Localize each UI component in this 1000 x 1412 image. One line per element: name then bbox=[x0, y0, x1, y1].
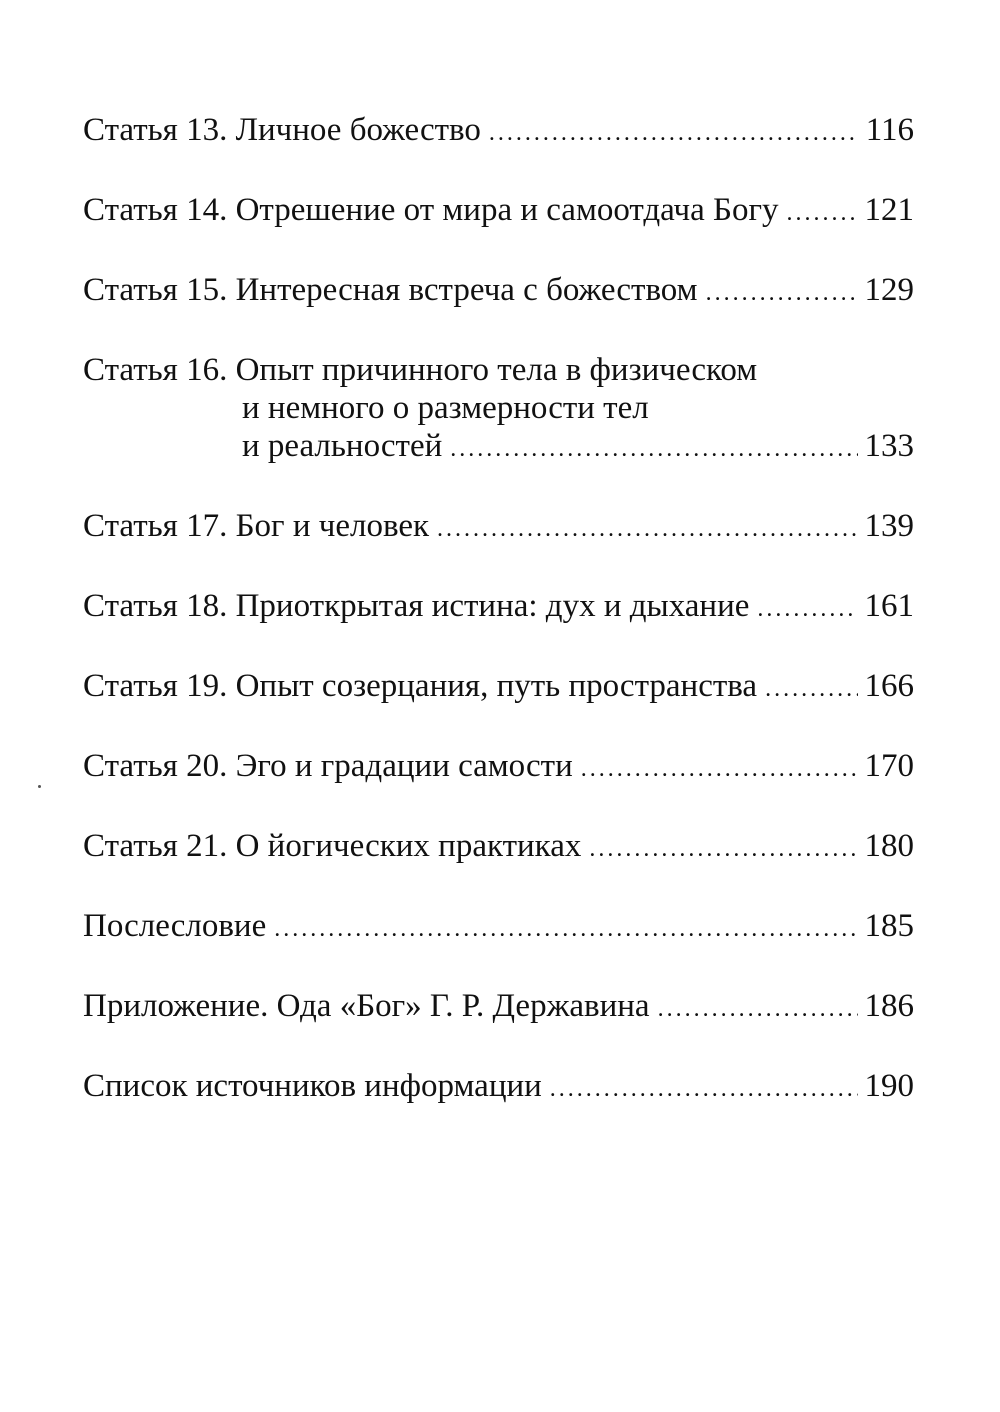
toc-page-number: 190 bbox=[864, 1068, 914, 1104]
toc-page-number: 121 bbox=[864, 192, 914, 228]
toc-line bbox=[83, 111, 914, 152]
toc-line bbox=[83, 427, 914, 468]
toc-page-number: 186 bbox=[864, 988, 914, 1024]
toc-entry-title: Статья 18. Приоткрытая истина: дух и дыхание bbox=[83, 588, 750, 624]
toc-entry-title-line-1: Статья 16. Опыт причинного тела в физическом bbox=[83, 352, 758, 388]
toc-page-number: 170 bbox=[864, 748, 914, 784]
dot-leader bbox=[274, 910, 858, 948]
toc-page-number: 139 bbox=[864, 508, 914, 544]
dot-leader bbox=[765, 670, 858, 708]
toc-entry[interactable] bbox=[83, 907, 914, 948]
toc-entry-title: Послесловие bbox=[83, 908, 267, 944]
table-of-contents bbox=[83, 111, 914, 1147]
toc-line bbox=[83, 389, 914, 427]
toc-entry-title-line-2: и немного о размерности тел bbox=[242, 390, 649, 426]
dot-leader bbox=[489, 114, 858, 152]
toc-page-number: 116 bbox=[865, 112, 914, 148]
dot-leader bbox=[786, 194, 858, 232]
scan-speck bbox=[38, 785, 41, 788]
toc-page-number: 129 bbox=[864, 272, 914, 308]
dot-leader bbox=[437, 510, 858, 548]
toc-line bbox=[83, 987, 914, 1028]
toc-entry-title: Статья 20. Эго и градации самости bbox=[83, 748, 573, 784]
dot-leader bbox=[706, 274, 858, 312]
toc-entry[interactable] bbox=[83, 1067, 914, 1108]
toc-page-number: 161 bbox=[864, 588, 914, 624]
dot-leader bbox=[589, 830, 858, 868]
toc-entry-title: Статья 14. Отрешение от мира и самоотдача Богу bbox=[83, 192, 779, 228]
toc-line bbox=[83, 907, 914, 948]
toc-entry-title: Приложение. Ода «Бог» Г. Р. Державина bbox=[83, 988, 650, 1024]
toc-entry[interactable] bbox=[83, 271, 914, 312]
toc-entry-title-line-3: и реальностей bbox=[242, 428, 443, 464]
toc-line bbox=[83, 191, 914, 232]
toc-page-number: 185 bbox=[864, 908, 914, 944]
toc-line bbox=[83, 827, 914, 868]
toc-entry[interactable] bbox=[83, 111, 914, 152]
toc-entry[interactable] bbox=[83, 987, 914, 1028]
toc-entry-title: Статья 19. Опыт созерцания, путь пространства bbox=[83, 668, 758, 704]
toc-line bbox=[83, 667, 914, 708]
toc-page-number: 180 bbox=[864, 828, 914, 864]
toc-line bbox=[83, 351, 914, 389]
toc-entry[interactable] bbox=[83, 507, 914, 548]
dot-leader bbox=[550, 1070, 858, 1108]
toc-line bbox=[83, 507, 914, 548]
toc-entry[interactable] bbox=[83, 827, 914, 868]
dot-leader bbox=[581, 750, 858, 788]
toc-entry-title: Статья 21. О йогических практиках bbox=[83, 828, 582, 864]
dot-leader bbox=[658, 990, 858, 1028]
toc-entry[interactable] bbox=[83, 747, 914, 788]
toc-entry[interactable] bbox=[83, 587, 914, 628]
toc-entry-title: Статья 15. Интересная встреча с божеством bbox=[83, 272, 698, 308]
toc-page-number: 166 bbox=[864, 668, 914, 704]
toc-entry-title: Список источников информации bbox=[83, 1068, 542, 1104]
toc-entry[interactable] bbox=[83, 191, 914, 232]
toc-line bbox=[83, 587, 914, 628]
toc-entry-title: Статья 17. Бог и человек bbox=[83, 508, 430, 544]
toc-line bbox=[83, 747, 914, 788]
toc-entry[interactable] bbox=[83, 667, 914, 708]
toc-line bbox=[83, 271, 914, 312]
dot-leader bbox=[757, 590, 858, 628]
toc-entry-title: Статья 13. Личное божество bbox=[83, 112, 481, 148]
toc-line bbox=[83, 1067, 914, 1108]
toc-entry[interactable] bbox=[83, 351, 914, 468]
toc-page-number: 133 bbox=[864, 428, 914, 464]
dot-leader bbox=[450, 430, 858, 468]
